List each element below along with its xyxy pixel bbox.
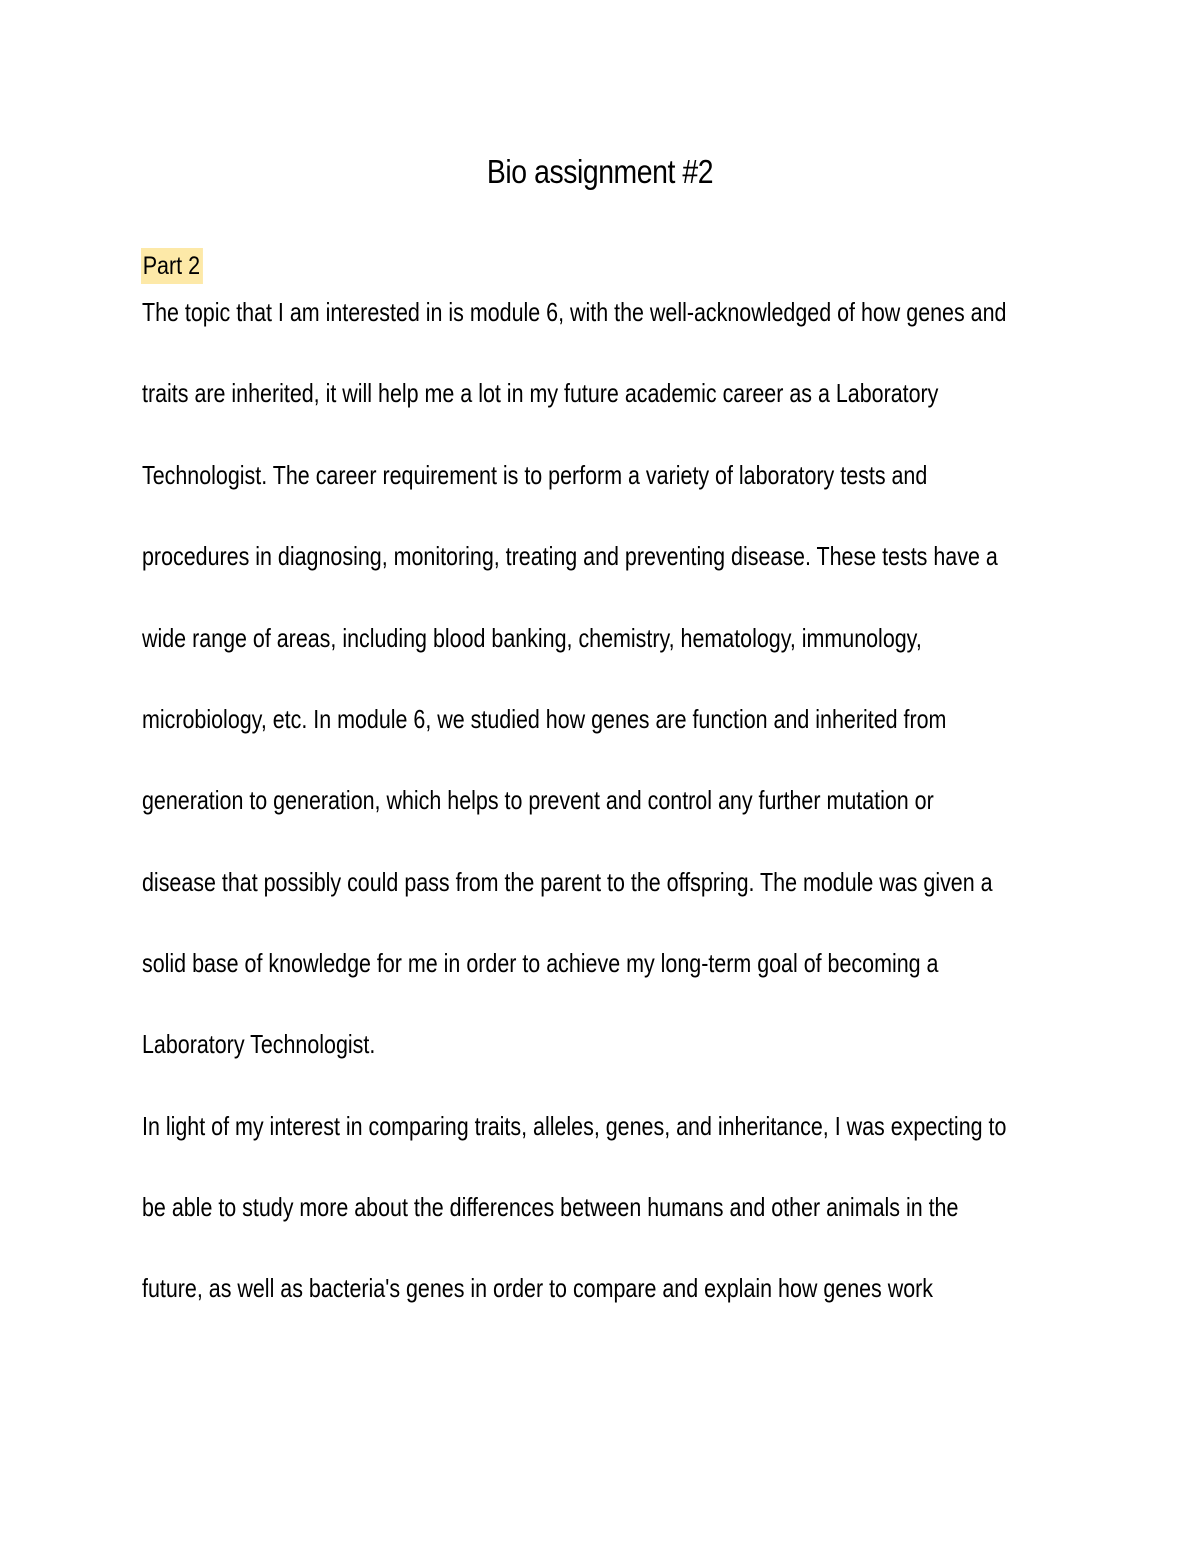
paragraph-line: The topic that I am interested in is module 6, with the well-acknowledged of how genes and — [142, 297, 1007, 327]
paragraph-line: procedures in diagnosing, monitoring, treating and preventing disease. These tests have a — [142, 541, 998, 571]
document-title: Bio assignment #2 — [486, 153, 714, 190]
paragraph-line: be able to study more about the differences between humans and other animals in the — [142, 1192, 959, 1222]
paragraph-line: Laboratory Technologist. — [142, 1029, 376, 1059]
paragraph-line: wide range of areas, including blood banking, chemistry, hematology, immunology, — [142, 623, 922, 653]
paragraph-line: microbiology, etc. In module 6, we studied how genes are function and inherited from — [142, 704, 947, 734]
paragraph-line: Technologist. The career requirement is to perform a variety of laboratory tests and — [142, 460, 928, 490]
paragraph-line: In light of my interest in comparing traits, alleles, genes, and inheritance, I was expecting to — [142, 1111, 1007, 1141]
section-label-highlighted: Part 2 — [141, 248, 203, 284]
paragraph-line: generation to generation, which helps to prevent and control any further mutation or — [142, 785, 934, 815]
paragraph-line: disease that possibly could pass from the parent to the offspring. The module was given a — [142, 867, 993, 897]
paragraph-line: future, as well as bacteria's genes in order to compare and explain how genes work — [142, 1273, 934, 1303]
paragraph-line: solid base of knowledge for me in order to achieve my long-term goal of becoming a — [142, 948, 939, 978]
paragraph-line: traits are inherited, it will help me a lot in my future academic career as a Laboratory — [142, 378, 939, 408]
